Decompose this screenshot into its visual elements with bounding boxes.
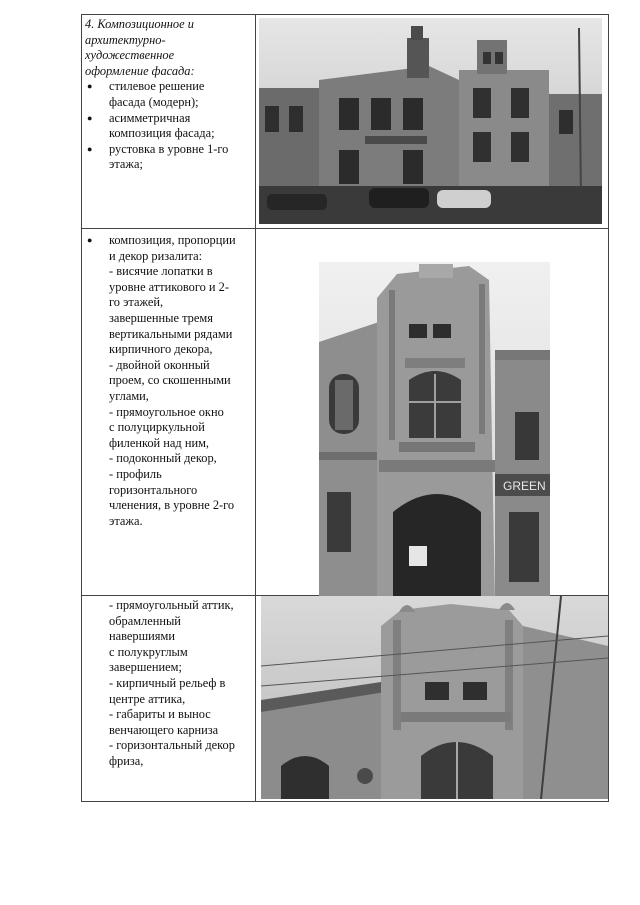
section-heading: 4. Композиционное и архитектурно- художественное оформление фасада:	[85, 17, 195, 78]
content-table	[81, 14, 609, 802]
list-item: ● рустовка в уровне 1-го этажа;	[85, 142, 251, 173]
list-item: ● стилевое решение фасада (модерн);	[85, 79, 251, 110]
list-item: ● композиция, пропорции и декор ризалита:	[85, 233, 251, 264]
table-row	[82, 229, 608, 596]
facade-risalit-image	[319, 262, 550, 606]
list-item: - прямоугольный аттик, обрамленный навершиями с полукруглым завершением; - кирпичный рельеф в центре аттика, - габариты и вынос венчающего карниза - горизонтальный декор фриза,	[109, 598, 235, 768]
list-item: - висячие лопатки в уровне аттикового и 2- го этажей, завершенные тремя вертикальными рядами кирпичного декора, - двойной оконный проем, со скошенными углами, - прямоугольное окно с полуциркульной филенкой над ним, - подоконный декор, - профиль горизонтального членения, в уровне 2-го этажа.	[109, 264, 235, 528]
facade-photo-risalit	[319, 262, 550, 606]
facade-photo-attic	[261, 596, 608, 799]
facade-street-image	[259, 18, 602, 224]
table-row	[82, 15, 608, 229]
text-cell	[85, 598, 251, 770]
facade-attic-image	[261, 596, 608, 799]
list-item: ● асимметричная композиция фасада;	[85, 111, 251, 142]
table-row	[82, 596, 608, 802]
text-cell	[85, 233, 251, 529]
text-cell	[85, 17, 251, 173]
shop-sign-text: GREEN	[503, 479, 546, 493]
facade-photo-street	[259, 18, 602, 224]
